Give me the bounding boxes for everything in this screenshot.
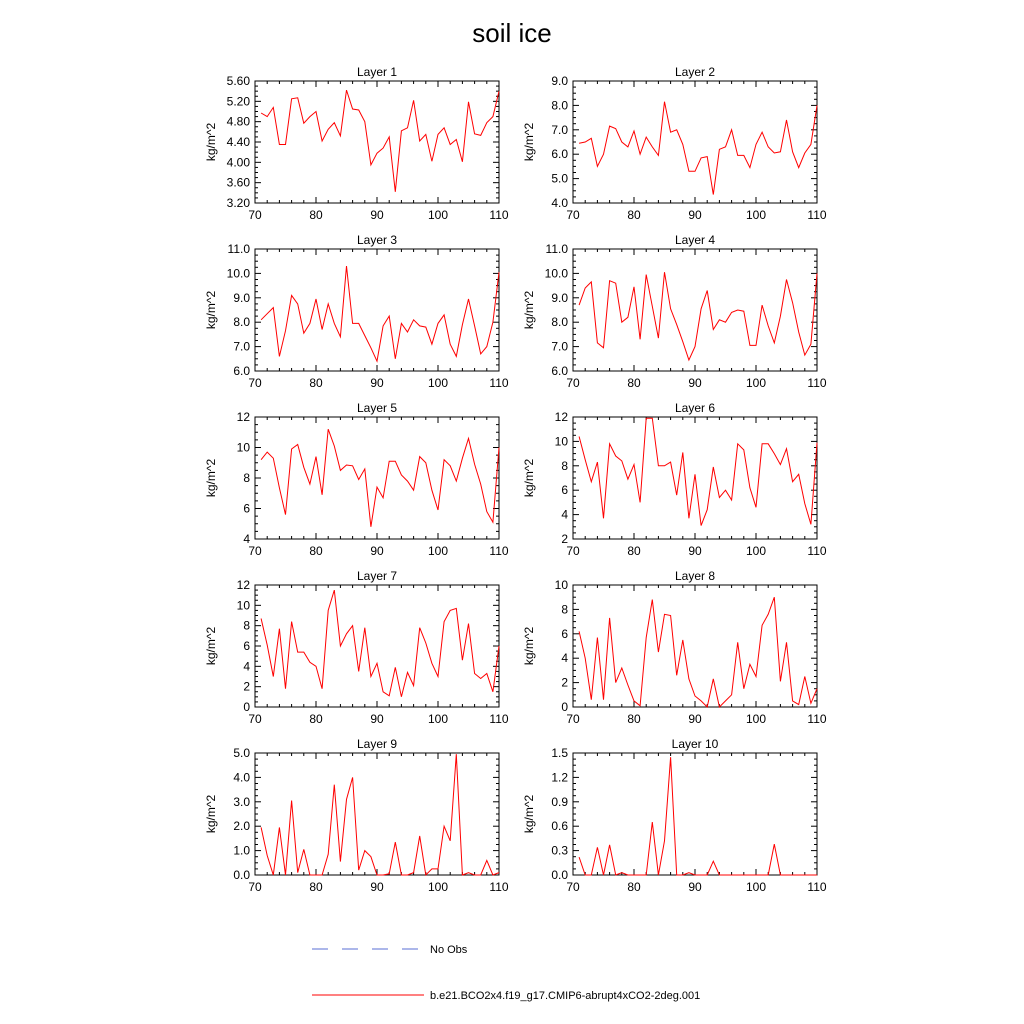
y-tick-label: 10 xyxy=(236,440,250,455)
x-tick-label: 110 xyxy=(807,712,827,726)
y-tick-label: 2 xyxy=(243,679,250,694)
x-tick-label: 100 xyxy=(745,544,767,558)
y-tick-label: 11.0 xyxy=(227,242,250,256)
x-tick-label: 90 xyxy=(370,880,384,894)
panel-title: Layer 6 xyxy=(674,401,716,415)
y-tick-label: 8 xyxy=(561,602,568,617)
legend-label: No Obs xyxy=(430,944,468,956)
y-tick-label: 2 xyxy=(561,532,568,546)
y-tick-label: 9.0 xyxy=(551,290,568,305)
panel-layer-10 xyxy=(522,737,827,894)
figure-title: soil ice xyxy=(472,18,552,48)
y-tick-label: 4.0 xyxy=(551,196,568,210)
panel-layer-6 xyxy=(522,401,827,558)
x-tick-label: 110 xyxy=(489,208,509,222)
x-tick-label: 110 xyxy=(807,208,827,222)
series-line-layer-5 xyxy=(261,429,499,527)
series-line-layer-9 xyxy=(261,754,499,875)
x-tick-label: 90 xyxy=(688,880,702,894)
x-tick-label: 80 xyxy=(627,208,641,222)
panel-title: Layer 5 xyxy=(356,401,398,415)
plot-frame xyxy=(255,417,499,539)
y-tick-label: 8 xyxy=(243,471,250,485)
y-tick-label: 3.60 xyxy=(226,175,250,190)
panel-layer-1 xyxy=(204,65,509,222)
y-tick-label: 0.0 xyxy=(551,868,568,882)
panel-title: Layer 4 xyxy=(674,233,716,247)
x-tick-label: 70 xyxy=(248,880,262,894)
y-tick-label: 0 xyxy=(561,700,568,714)
y-tick-label: 5.20 xyxy=(226,94,250,109)
y-tick-label: 4 xyxy=(561,507,568,522)
x-tick-label: 70 xyxy=(248,376,262,390)
legend-entry xyxy=(312,990,700,1002)
y-tick-label: 1.2 xyxy=(551,770,568,785)
x-tick-label: 90 xyxy=(688,544,702,558)
series-line-layer-2 xyxy=(579,102,817,195)
x-tick-label: 90 xyxy=(370,712,384,726)
y-tick-label: 0.9 xyxy=(551,794,568,809)
panel-title: Layer 8 xyxy=(674,569,716,583)
y-tick-label: 0.6 xyxy=(551,819,568,834)
y-tick-label: 6.0 xyxy=(551,364,568,378)
panel-layer-3 xyxy=(204,233,509,390)
panel-layer-2 xyxy=(522,65,827,222)
y-tick-label: 4.00 xyxy=(226,155,250,170)
x-tick-label: 80 xyxy=(309,712,323,726)
panel-layer-4 xyxy=(522,233,827,390)
plot-frame xyxy=(255,753,499,875)
y-tick-label: 0.0 xyxy=(233,868,250,882)
y-axis-label: kg/m^2 xyxy=(522,122,536,162)
legend-entry xyxy=(312,944,468,956)
y-axis-label: kg/m^2 xyxy=(204,458,218,498)
x-tick-label: 100 xyxy=(745,880,767,894)
y-axis-label: kg/m^2 xyxy=(204,626,218,666)
plot-frame xyxy=(573,81,817,203)
y-tick-label: 5.0 xyxy=(551,171,568,186)
y-tick-label: 6.0 xyxy=(551,147,568,162)
y-tick-label: 6.0 xyxy=(233,364,250,378)
x-tick-label: 90 xyxy=(688,208,702,222)
x-tick-label: 100 xyxy=(427,880,449,894)
x-tick-label: 70 xyxy=(248,544,262,558)
y-tick-label: 0 xyxy=(243,700,250,714)
panel-title: Layer 2 xyxy=(674,65,716,79)
x-tick-label: 100 xyxy=(745,376,767,390)
y-axis-label: kg/m^2 xyxy=(522,626,536,666)
x-tick-label: 80 xyxy=(309,208,323,222)
y-tick-label: 7.0 xyxy=(233,339,250,354)
x-tick-label: 100 xyxy=(427,376,449,390)
x-tick-label: 100 xyxy=(427,208,449,222)
x-tick-label: 90 xyxy=(370,208,384,222)
y-tick-label: 7.0 xyxy=(551,339,568,354)
y-axis-label: kg/m^2 xyxy=(522,458,536,498)
y-axis-label: kg/m^2 xyxy=(204,794,218,834)
y-tick-label: 1.5 xyxy=(551,746,568,760)
x-tick-label: 80 xyxy=(627,376,641,390)
x-tick-label: 70 xyxy=(566,544,580,558)
x-tick-label: 110 xyxy=(807,544,827,558)
x-tick-label: 80 xyxy=(309,880,323,894)
plot-frame xyxy=(573,249,817,371)
x-tick-label: 90 xyxy=(688,712,702,726)
y-tick-label: 12 xyxy=(554,410,568,424)
y-tick-label: 7.0 xyxy=(551,122,568,137)
y-tick-label: 5.0 xyxy=(233,746,250,760)
y-tick-label: 12 xyxy=(236,410,250,424)
x-tick-label: 80 xyxy=(309,376,323,390)
y-tick-label: 8 xyxy=(243,618,250,633)
x-tick-label: 70 xyxy=(248,712,262,726)
y-tick-label: 10.0 xyxy=(226,266,250,281)
plot-frame xyxy=(573,585,817,707)
x-tick-label: 110 xyxy=(807,880,827,894)
y-tick-label: 12 xyxy=(236,578,250,592)
x-tick-label: 80 xyxy=(627,712,641,726)
y-tick-label: 2 xyxy=(561,675,568,690)
y-tick-label: 8.0 xyxy=(551,315,568,330)
y-tick-label: 4 xyxy=(243,532,250,546)
x-tick-label: 90 xyxy=(370,544,384,558)
y-tick-label: 9.0 xyxy=(551,74,568,88)
x-tick-label: 70 xyxy=(566,712,580,726)
x-tick-label: 110 xyxy=(807,376,827,390)
y-tick-label: 4.40 xyxy=(226,135,250,149)
y-tick-label: 3.0 xyxy=(233,794,250,809)
y-tick-label: 6 xyxy=(243,501,250,516)
legend xyxy=(312,944,700,1002)
panel-title: Layer 7 xyxy=(356,569,398,583)
y-axis-label: kg/m^2 xyxy=(522,794,536,834)
x-tick-label: 80 xyxy=(309,544,323,558)
y-tick-label: 4 xyxy=(243,659,250,674)
x-tick-label: 100 xyxy=(745,208,767,222)
x-tick-label: 80 xyxy=(627,544,641,558)
y-axis-label: kg/m^2 xyxy=(204,122,218,162)
x-tick-label: 70 xyxy=(566,208,580,222)
y-axis-label: kg/m^2 xyxy=(522,290,536,330)
panel-layer-5 xyxy=(204,401,509,558)
y-tick-label: 8.0 xyxy=(233,315,250,330)
plot-frame xyxy=(255,249,499,371)
series-line-layer-8 xyxy=(579,597,817,707)
x-tick-label: 100 xyxy=(427,712,449,726)
series-line-layer-1 xyxy=(261,90,499,192)
x-tick-label: 70 xyxy=(248,208,262,222)
y-tick-label: 10.0 xyxy=(544,266,568,281)
series-line-layer-3 xyxy=(261,266,499,361)
series-line-layer-4 xyxy=(579,272,817,360)
y-tick-label: 9.0 xyxy=(233,290,250,305)
panel-title: Layer 3 xyxy=(356,233,398,247)
y-axis-label: kg/m^2 xyxy=(204,290,218,330)
y-tick-label: 4.0 xyxy=(233,770,250,785)
plot-frame xyxy=(255,585,499,707)
panel-title: Layer 10 xyxy=(671,737,719,751)
y-tick-label: 10 xyxy=(236,598,250,613)
y-tick-label: 6 xyxy=(561,483,568,498)
x-tick-label: 90 xyxy=(370,376,384,390)
y-tick-label: 11.0 xyxy=(545,242,568,256)
y-tick-label: 5.60 xyxy=(226,74,250,88)
x-tick-label: 90 xyxy=(688,376,702,390)
y-tick-label: 2.0 xyxy=(233,819,250,834)
x-tick-label: 70 xyxy=(566,880,580,894)
y-tick-label: 4 xyxy=(561,651,568,666)
x-tick-label: 110 xyxy=(489,376,509,390)
x-tick-label: 100 xyxy=(427,544,449,558)
panel-title: Layer 9 xyxy=(356,737,398,751)
legend-label: b.e21.BCO2x4.f19_g17.CMIP6-abrupt4xCO2-2deg.001 xyxy=(430,990,701,1002)
y-tick-label: 8.0 xyxy=(551,98,568,113)
y-tick-label: 8 xyxy=(561,458,568,473)
x-tick-label: 110 xyxy=(489,544,509,558)
series-line-layer-10 xyxy=(579,757,817,875)
panel-grid xyxy=(204,65,827,894)
y-tick-label: 6 xyxy=(243,639,250,653)
y-tick-label: 10 xyxy=(554,434,568,449)
x-tick-label: 70 xyxy=(566,376,580,390)
y-tick-label: 1.0 xyxy=(233,843,250,858)
x-tick-label: 100 xyxy=(745,712,767,726)
x-tick-label: 110 xyxy=(489,712,509,726)
panel-title: Layer 1 xyxy=(356,65,398,79)
series-line-layer-6 xyxy=(579,418,817,525)
y-tick-label: 3.20 xyxy=(226,196,250,210)
plot-frame xyxy=(573,753,817,875)
y-tick-label: 0.3 xyxy=(551,843,568,858)
x-tick-label: 110 xyxy=(489,880,509,894)
x-tick-label: 80 xyxy=(627,880,641,894)
panel-layer-8 xyxy=(522,569,827,726)
panel-layer-9 xyxy=(204,737,509,894)
series-line-layer-7 xyxy=(261,590,499,697)
y-tick-label: 6 xyxy=(561,626,568,641)
y-tick-label: 4.80 xyxy=(226,114,250,129)
y-tick-label: 10 xyxy=(554,578,568,592)
panel-layer-7 xyxy=(204,569,509,726)
